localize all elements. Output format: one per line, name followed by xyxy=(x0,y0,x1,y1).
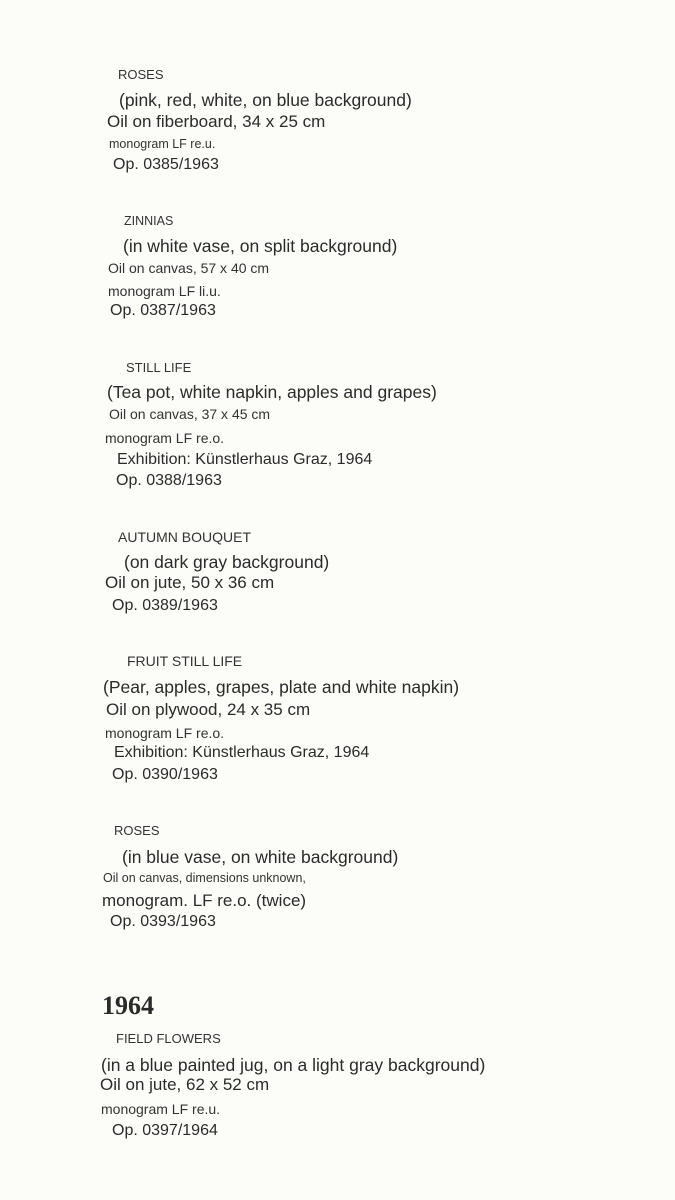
entry-title: AUTUMN BOUQUET xyxy=(118,529,251,545)
entry-signature: monogram LF re.o. xyxy=(105,430,225,446)
entry-medium: Oil on canvas, dimensions unknown, xyxy=(103,871,306,885)
entry-title: FRUIT STILL LIFE xyxy=(127,653,243,669)
entry-signature: monogram. LF re.o. (twice) xyxy=(102,891,307,910)
entry-description: (in white vase, on split background) xyxy=(123,236,398,256)
entry-opus: Op. 0390/1963 xyxy=(112,766,218,783)
entry-opus: Op. 0389/1963 xyxy=(112,597,218,614)
entry-opus: Op. 0387/1963 xyxy=(110,302,216,319)
entry-title: FIELD FLOWERS xyxy=(116,1031,221,1046)
entry-title: ROSES xyxy=(114,823,160,838)
entry-medium: Oil on jute, 62 x 52 cm xyxy=(100,1075,270,1094)
entry-signature: monogram LF re.o. xyxy=(105,725,225,741)
entry-exhibition: Exhibition: Künstlerhaus Graz, 1964 xyxy=(114,744,370,761)
entry-title: ZINNIAS xyxy=(124,214,174,228)
entry-description: (on dark gray background) xyxy=(124,552,330,572)
entry-opus: Op. 0388/1963 xyxy=(116,472,222,489)
entry-signature: monogram LF re.u. xyxy=(109,137,216,151)
entry-exhibition: Exhibition: Künstlerhaus Graz, 1964 xyxy=(117,451,373,468)
entry-medium: Oil on jute, 50 x 36 cm xyxy=(105,573,275,592)
entry-signature: monogram LF re.u. xyxy=(101,1101,221,1117)
entry-signature: monogram LF li.u. xyxy=(108,283,221,299)
entry-description: (in a blue painted jug, on a light gray background) xyxy=(101,1055,486,1075)
entry-title: ROSES xyxy=(118,67,164,82)
entry-description: (in blue vase, on white background) xyxy=(122,847,399,867)
entry-description: (pink, red, white, on blue background) xyxy=(119,90,412,110)
entry-opus: Op. 0393/1963 xyxy=(110,913,216,930)
entry-medium: Oil on plywood, 24 x 35 cm xyxy=(106,700,311,719)
entry-title: STILL LIFE xyxy=(126,360,192,375)
entry-description: (Pear, apples, grapes, plate and white napkin) xyxy=(103,677,460,697)
entry-opus: Op. 0385/1963 xyxy=(113,156,219,173)
entry-medium: Oil on canvas, 37 x 45 cm xyxy=(109,406,271,422)
entry-opus: Op. 0397/1964 xyxy=(112,1122,218,1139)
entry-medium: Oil on canvas, 57 x 40 cm xyxy=(108,260,270,276)
entry-description: (Tea pot, white napkin, apples and grapes) xyxy=(107,382,437,402)
year-heading: 1964 xyxy=(102,991,154,1020)
entry-medium: Oil on fiberboard, 34 x 25 cm xyxy=(107,112,326,131)
